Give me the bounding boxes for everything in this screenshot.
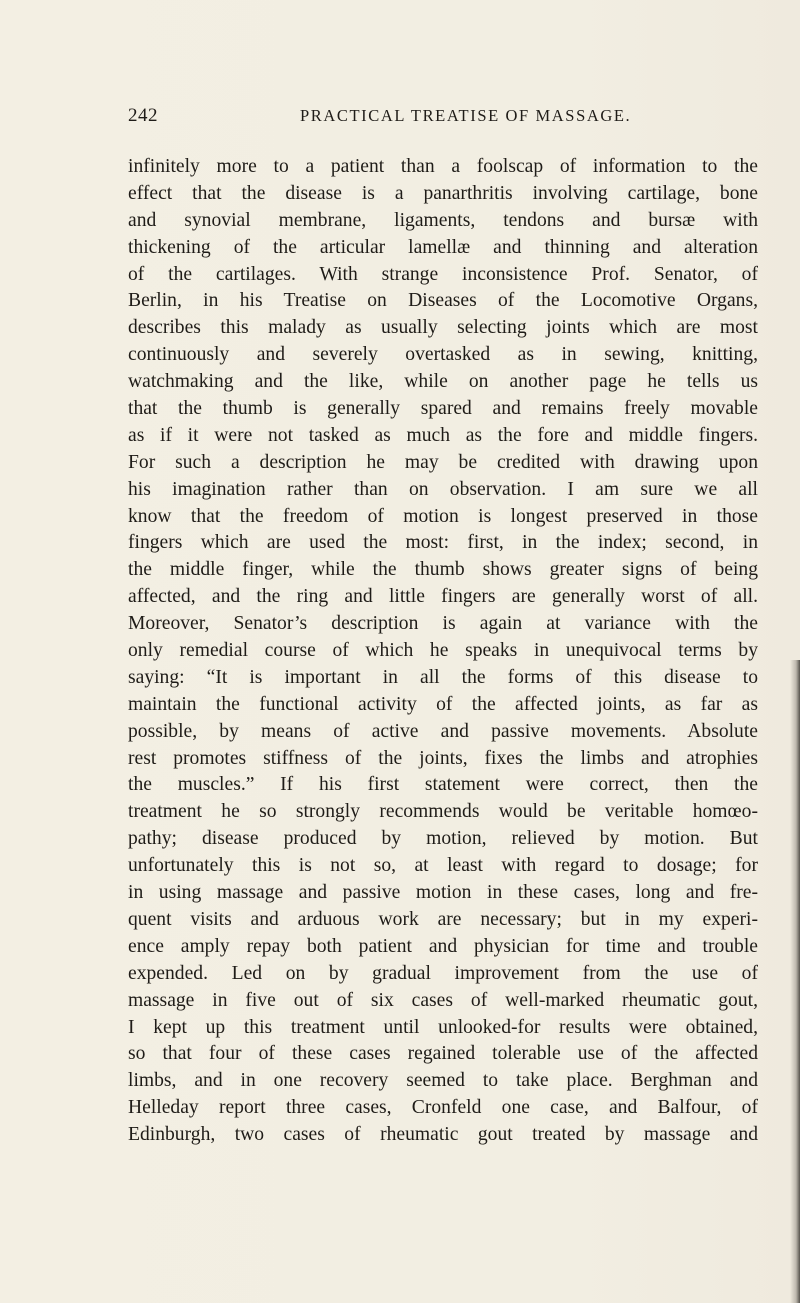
text-line: continuously and severely overtasked as in sewing, knitting,: [128, 344, 758, 366]
text-line: quent visits and arduous work are necessary; but in my experi-: [128, 908, 758, 930]
text-line: maintain the functional activity of the affected joints, as far as: [128, 693, 758, 715]
text-line: and synovial membrane, ligaments, tendons and bursæ with: [128, 209, 758, 231]
page-header: [128, 105, 708, 131]
text-line: For such a description he may be credited with drawing upon: [128, 451, 758, 473]
text-line: ence amply repay both patient and physician for time and trouble: [128, 935, 758, 957]
text-line: the middle finger, while the thumb shows greater signs of being: [128, 559, 758, 581]
text-line: possible, by means of active and passive movements. Absolute: [128, 720, 758, 742]
text-line: Berlin, in his Treatise on Diseases of the Locomotive Organs,: [128, 290, 758, 312]
body-text: [128, 154, 758, 1149]
text-line: the muscles.” If his first statement were correct, then the: [128, 774, 758, 796]
text-line: only remedial course of which he speaks in unequivocal terms by: [128, 640, 758, 662]
text-line: unfortunately this is not so, at least with regard to dosage; for: [128, 855, 758, 877]
text-line: know that the freedom of motion is longest preserved in those: [128, 505, 758, 527]
text-line: of the cartilages. With strange inconsistence Prof. Senator, of: [128, 263, 758, 285]
text-line: affected, and the ring and little fingers are generally worst of all.: [128, 586, 758, 608]
text-line: fingers which are used the most: first, in the index; second, in: [128, 532, 758, 554]
running-head: PRACTICAL TREATISE OF MASSAGE.: [300, 106, 632, 125]
text-line: Moreover, Senator’s description is again at variance with the: [128, 613, 758, 635]
text-line: infinitely more to a patient than a foolscap of information to the: [128, 156, 758, 177]
text-line: that the thumb is generally spared and remains freely movable: [128, 398, 758, 420]
text-line: I kept up this treatment until unlooked-for results were obtained,: [128, 1016, 758, 1038]
text-line: pathy; disease produced by motion, relieved by motion. But: [128, 828, 758, 850]
page-edge-shadow: [790, 660, 800, 1303]
text-line: as if it were not tasked as much as the fore and middle fingers.: [128, 424, 758, 446]
text-line: describes this malady as usually selecting joints which are most: [128, 317, 758, 339]
text-line: limbs, and in one recovery seemed to take place. Berghman and: [128, 1070, 758, 1092]
text-line: watchmaking and the like, while on another page he tells us: [128, 371, 758, 393]
text-line: effect that the disease is a panarthritis involving cartilage, bone: [128, 182, 758, 204]
text-line: in using massage and passive motion in these cases, long and fre-: [128, 882, 758, 904]
text-line: Edinburgh, two cases of rheumatic gout treated by massage and: [128, 1124, 758, 1146]
text-line: saying: “It is important in all the forms of this disease to: [128, 666, 758, 688]
text-line: expended. Led on by gradual improvement from the use of: [128, 962, 758, 984]
text-line: treatment he so strongly recommends would be veritable homœo-: [128, 801, 758, 823]
text-line: massage in five out of six cases of well-marked rheumatic gout,: [128, 989, 758, 1011]
text-line: thickening of the articular lamellæ and thinning and alteration: [128, 236, 758, 258]
text-line: Helleday report three cases, Cronfeld one case, and Balfour, of: [128, 1097, 758, 1119]
text-line: rest promotes stiffness of the joints, fixes the limbs and atrophies: [128, 747, 758, 769]
text-line: his imagination rather than on observation. I am sure we all: [128, 478, 758, 500]
text-line: so that four of these cases regained tolerable use of the affected: [128, 1043, 758, 1065]
page-number: 242: [128, 105, 158, 126]
